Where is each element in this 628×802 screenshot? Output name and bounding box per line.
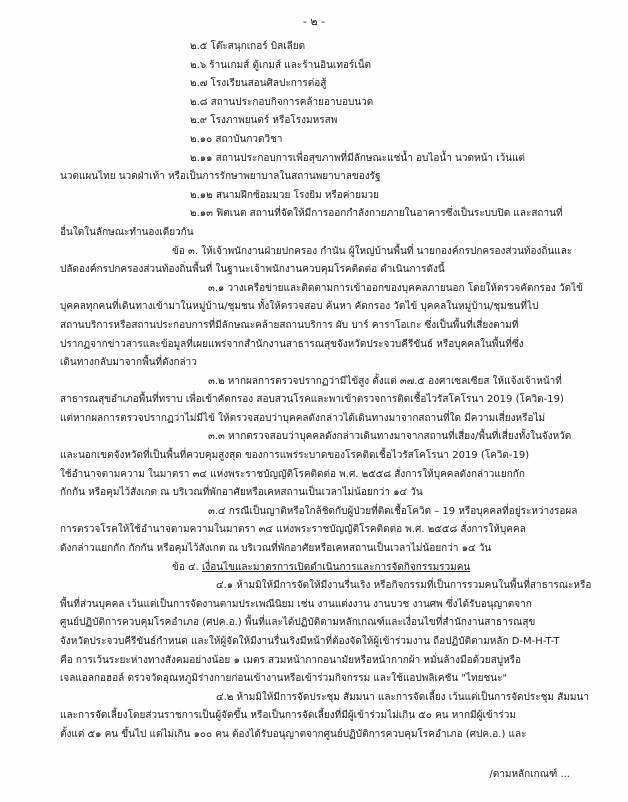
text-line: ๓.๓ หากตรวจสอบว่าบุคคลดังกล่าวเดินทางมาจากสถานที่เสี่ยง/พื้นที่เสี่ยงทั้งในจังหวัด [208,431,572,443]
text-line: ๓.๒ หากผลการตรวจปรากฏว่ามีไข้สูง ตั้งแต่ ๓๗.๕ องศาเซลเซียส ให้แจ้งเจ้าหน้าที่ [208,375,562,387]
text-line: กักกัน หรือคุมไว้สังเกต ณ บริเวณที่พักอาศัยหรือเคหสถานเป็นเวลาไม่น้อยกว่า ๑๔ วัน [60,487,423,499]
text-line: ๒.๑๐ สถาบันกวดวิชา [190,133,283,145]
text-line: ข้อ ๓. ให้เจ้าพนักงานฝ่ายปกครอง กำนัน ผู้ใหญ่บ้านพื้นที่ นายกองค์กรปกครองส่วนท้องถิ่นและ [172,245,573,257]
text-line: ๒.๑๑ สถานประกอบการเพื่อสุขภาพที่มีลักษณะแช่น้ำ อบไอน้ำ นวดหน้า เว้นแต่ [190,152,526,164]
text-line: ตั้งแต่ ๕๑ คน ขึ้นไป แต่ไม่เกิน ๑๐๐ คน ต้องได้รับอนุญาตจากศูนย์ปฏิบัติการควบคุมโรคอำเภอ (ศปค.อ.) และ [60,728,527,740]
text-line: ๒.๖ ร้านเกมส์ ตู้เกมส์ และร้านอินเทอร์เน็ต [190,59,372,71]
text-line: และการจัดเลี้ยงโดยส่วนราชการเป็นผู้จัดขึ้น หรือเป็นการจัดเลี้ยงที่มีผู้เข้าร่วมไม่เกิน ๕๐ คน หากมีผู้เข้าร่วม [60,710,516,722]
text-line: ๒.๙ โรงภาพยนตร์ หรือโรงมหรสพ [190,115,338,127]
text-line: ๒.๕ โต๊ะสนุกเกอร์ บิลเลียด [190,41,306,52]
document-body [60,38,602,745]
text-line: ใช้อำนาจตามความ ในมาตรา ๓๔ แห่งพระราชบัญญัติโรคติดต่อ พ.ศ. ๒๕๕๘ สั่งการให้บุคคลดังกล่าวแยกกัก [60,468,525,480]
text-line: และนอกเขตจังหวัดที่เป็นพื้นที่ควบคุมสูงสุด ของการแพร่ระบาดของโรคติดเชื้อไวรัสโคโรนา 2019 (โควิด-19) [60,450,530,462]
text-line: ปรากฏจากข่าวสารและข้อมูลที่เผยแพร่จากสำนักงานสาธารณสุขจังหวัดประจวบคีรีขันธ์ หรือบุคคลในพื้นที่ซึ่ง [60,338,524,350]
text-line: ๒.๘ สถานประกอบกิจการคล้ายอาบอบนวด [190,96,374,108]
text-line: เดินทางกลับมาจากพื้นที่ดังกล่าว [60,357,197,369]
text-line: พื้นที่ส่วนบุคคล เว้นแต่เป็นการจัดงานตามประเพณีนิยม เช่น งานแต่งงาน งานบวช งานศพ ซึ่งได้รับอนุญาตจาก [60,598,532,610]
text-line: แต่หากผลการตรวจปรากฏว่าไม่มีไข้ ให้ตรวจสอบว่าบุคคลดังกล่าวได้เดินทางมาจากสถานที่ใด มีความเสี่ยงหรือไม่ [60,412,546,424]
text-line: คือ การเว้นระยะห่างทางสังคมอย่างน้อย ๑ เมตร สวมหน้ากากอนามัยหรือหน้ากากผ้า หมั่นล้างมือด้วยสบู่หรือ [60,654,522,666]
text-line: ๓.๔ กรณีเป็นญาติหรือใกล้ชิดกับผู้ป่วยที่ติดเชื้อโควิด – 19 หรือบุคคลที่อยู่ระหว่างรอผล [208,505,578,517]
text-line: ๒.๗ โรงเรียนสอนศิลปะการต่อสู้ [190,78,327,90]
text-line: บุคคลทุกคนที่เดินทางเข้ามาในหมู่บ้าน/ชุมชน ทั้งให้ตรวจสอบ ค้นหา คัดกรอง วัดไข้ บุคคลในหมู่บ้าน/ชุมชนที่ไป [60,301,539,313]
text-line: ๔.๑ ห้ามมิให้มีการจัดให้มีงานรื่นเริง หรือกิจกรรมที่เป็นการรวมคนในพื้นที่สาธารณะหรือ [216,580,592,592]
text-line: ปลัดองค์กรปกครองส่วนท้องถิ่นพื้นที่ ในฐานะเจ้าพนักงานควบคุมโรคติดต่อ ดำเนินการดังนี้ [60,264,445,276]
text-line: การตรวจโรคให้ใช้อำนาจตามความในมาตรา ๓๔ แห่งพระราชบัญญัติโรคติดต่อ พ.ศ. ๒๕๕๘ สั่งการให้บุคคล [60,524,526,536]
text-line: จังหวัดประจวบคีรีขันธ์กำหนด และให้ผู้จัดให้มีงานรื่นเริงมีหน้าที่ต้องจัดให้ผู้เข้าร่วมงาน ถือปฏิบัติตามหลัก D-M-H-T-T [60,636,560,647]
text-line: สถานบริการหรือสถานประกอบการที่มีลักษณะคล้ายสถานบริการ ผับ บาร์ คาราโอเกะ ซึ่งเป็นพื้นที่เสี่ยงตามที่ [60,319,519,331]
text-line: ศูนย์ปฏิบัติการควบคุมโรคอำเภอ (ศปค.อ.) พื้นที่และได้ปฏิบัติตามหลักเกณฑ์และเงื่อนไขที่สำนักงานสาธารณสุข [60,617,536,629]
text-line: สาธารณสุขอำเภอพื้นที่ทราบ เพื่อเข้าคัดกรอง สอบสวนโรคและพาเข้าตรวจการติดเชื้อไวรัสโคโรนา 2019 (โควิด-19) [60,394,564,406]
text-line: ๒.๑๒ สนามฝึกซ้อมมวย โรงยิม หรือค่ายมวย [190,189,380,201]
page-number: - ๒ - [302,15,326,28]
text-line: ๒.๑๓ ฟิตเนต สถานที่จัดให้มีการออกกำลังกายภายในอาคารซึ่งเป็นระบบปิด และสถานที่ [190,208,563,220]
text-line: เจลแอลกอฮอล์ ตรวจวัดอุณหภูมิร่างกายก่อนเข้างานหรือเข้าร่วมกิจกรรม และใช้แอปพลิเคชัน "ไทยชนะ" [60,673,508,685]
text-line: ข้อ ๔. เงื่อนไขและมาตรการเปิดดำเนินการและการจัดกิจกรรมรวมคน [172,561,471,573]
text-line: ดังกล่าวแยกกัก กักกัน หรือคุมไว้สังเกต ณ บริเวณที่พักอาศัยหรือเคหสถานเป็นเวลาไม่น้อยกว่า ๑๔ วัน [60,543,492,555]
text-line: ๔.๒ ห้ามมิให้มีการจัดประชุม สัมมนา และการจัดเลี้ยง เว้นแต่เป็นการจัดประชุม สัมมนา [216,691,589,703]
continuation-note: /ตามหลักเกณฑ์ ... [489,769,570,780]
text-line: ๓.๑ วางเครือข่ายและติดตามการเข้าออกของบุคคลภายนอก โดยให้ตรวจคัดกรอง วัดไข้ [208,282,583,294]
text-line: นวดแผนไทย นวดฝ่าเท้า หรือเป็นการรักษาพยาบาลในสถานพยาบาลของรัฐ [60,171,381,183]
section-heading: เงื่อนไขและมาตรการเปิดดำเนินการและการจัดกิจกรรมรวมคน [201,561,471,573]
text-line: อื่นใดในลักษณะทำนองเดียวกัน [60,226,194,238]
